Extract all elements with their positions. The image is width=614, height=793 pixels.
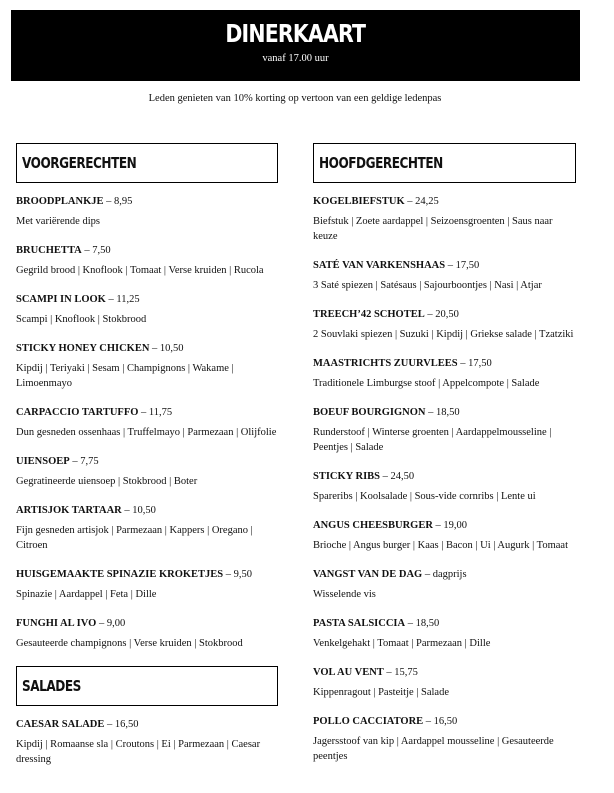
dish-name: VOL AU VENT	[313, 667, 384, 678]
dish-name: TREECH’42 SCHOTEL	[313, 309, 425, 320]
menu-item	[313, 308, 576, 342]
dish-name: KOGELBIEFSTUK	[313, 196, 405, 207]
menu-item	[16, 617, 278, 651]
dish-heading	[313, 568, 576, 582]
section-header-salades	[16, 666, 278, 706]
menu-item	[313, 617, 576, 651]
dish-description: Fijn gesneden artisjok | Parmezaan | Kappers | Oregano | Citroen	[16, 525, 253, 551]
dish-name: CAESAR SALADE	[16, 719, 105, 730]
dish-heading	[313, 715, 576, 729]
dish-heading	[16, 244, 278, 258]
dish-description: Spinazie | Aardappel | Feta | Dille	[16, 589, 157, 600]
member-discount-notice: Leden genieten van 10% korting op vertoon van een geldige ledenpas	[148, 93, 442, 104]
dish-price: – 11,25	[105, 294, 140, 305]
dish-description: Met variërende dips	[16, 216, 100, 227]
menu-item	[313, 357, 576, 391]
dish-description: Runderstoof | Winterse groenten | Aardappelmousseline | Peentjes | Salade	[313, 427, 552, 453]
dish-description: Gegratineerde uiensoep | Stokbrood | Boter	[16, 476, 198, 487]
dish-name: FUNGHI AL IVO	[16, 618, 97, 629]
dish-name: BRUCHETTA	[16, 245, 82, 256]
dish-heading	[313, 666, 576, 680]
dish-description: 3 Saté spiezen | Satésaus | Sajourboontjes | Nasi | Atjar	[313, 280, 542, 291]
section-title: HOOFDGERECHTEN	[319, 154, 443, 172]
menu-item	[16, 455, 278, 489]
dish-heading	[16, 293, 278, 307]
dish-name: SCAMPI IN LOOK	[16, 294, 106, 305]
menu-item	[313, 519, 576, 553]
section-header-hoofdgerechten	[313, 143, 576, 183]
dish-name: MAASTRICHTS ZUURVLEES	[313, 358, 458, 369]
dish-description: 2 Souvlaki spiezen | Suzuki | Kipdij | Griekse salade | Tzatziki	[313, 329, 574, 340]
menu-header	[11, 10, 580, 81]
dish-name: HUISGEMAAKTE SPINAZIE KROKETJES	[16, 569, 224, 580]
dish-name: PASTA SALSICCIA	[313, 618, 406, 629]
menu-title: DINERKAART	[225, 19, 366, 48]
menu-item	[16, 568, 278, 602]
menu-item	[313, 195, 576, 244]
dish-description: Scampi | Knoflook | Stokbrood	[16, 314, 147, 325]
dish-heading	[313, 195, 576, 209]
dish-name: STICKY HONEY CHICKEN	[16, 343, 150, 354]
dish-heading	[16, 568, 278, 582]
dish-heading	[313, 259, 576, 273]
menu-item	[16, 718, 278, 767]
dish-name: UIENSOEP	[16, 456, 70, 467]
dish-heading	[313, 617, 576, 631]
dish-description: Brioche | Angus burger | Kaas | Bacon | Ui | Augurk | Tomaat	[313, 540, 568, 551]
dish-heading	[313, 519, 576, 533]
menu-item	[313, 666, 576, 700]
dish-price: – 8,95	[103, 196, 133, 207]
dish-name: STICKY RIBS	[313, 471, 381, 482]
dish-heading	[16, 718, 278, 732]
section-title: VOORGERECHTEN	[22, 154, 137, 172]
dish-price: – 7,50	[81, 245, 111, 256]
dish-name: ARTISJOK TARTAAR	[16, 505, 122, 516]
menu-item	[313, 259, 576, 293]
dish-price: – 10,50	[121, 505, 156, 516]
dish-name: ANGUS CHEESBURGER	[313, 520, 433, 531]
dish-price: – 15,75	[383, 667, 418, 678]
dish-price: – 9,00	[96, 618, 126, 629]
dish-heading	[313, 470, 576, 484]
dish-description: Gegrild brood | Knoflook | Tomaat | Verse kruiden | Rucola	[16, 265, 264, 276]
dish-heading	[16, 406, 278, 420]
dish-price: – 11,75	[138, 407, 173, 418]
dish-name: POLLO CACCIATORE	[313, 716, 424, 727]
dish-name: CARPACCIO TARTUFFO	[16, 407, 139, 418]
left-column	[16, 143, 278, 782]
dish-price: – 17,50	[445, 260, 480, 271]
menu-item	[313, 568, 576, 602]
dish-price: – 24,50	[380, 471, 415, 482]
menu-subtitle: vanaf 17.00 uur	[262, 53, 329, 64]
section-header-voorgerechten	[16, 143, 278, 183]
dish-price: – 17,50	[457, 358, 492, 369]
menu-item	[16, 406, 278, 440]
dish-heading	[16, 342, 278, 356]
dish-name: SATÉ VAN VARKENSHAAS	[313, 260, 446, 271]
dish-price: – 10,50	[149, 343, 184, 354]
dish-description: Kippenragout | Pasteitje | Salade	[313, 687, 450, 698]
dish-name: BROODPLANKJE	[16, 196, 104, 207]
dish-price: – 16,50	[423, 716, 458, 727]
dish-name: VANGST VAN DE DAG	[313, 569, 423, 580]
dish-description: Kipdij | Romaanse sla | Croutons | Ei | Parmezaan | Caesar dressing	[16, 739, 261, 765]
dish-description: Spareribs | Koolsalade | Sous-vide cornribs | Lente ui	[313, 491, 536, 502]
menu-item	[16, 342, 278, 391]
dish-price: – 16,50	[104, 719, 139, 730]
dish-price: – 7,75	[69, 456, 99, 467]
menu-item	[16, 244, 278, 278]
menu-item	[16, 504, 278, 553]
dish-price: – 24,25	[404, 196, 439, 207]
dish-price: – 19,00	[432, 520, 468, 531]
dish-heading	[313, 308, 576, 322]
menu-item	[313, 406, 576, 455]
menu-item	[16, 293, 278, 327]
menu-item	[16, 195, 278, 229]
right-column	[313, 143, 576, 779]
dish-description: Gesauteerde champignons | Verse kruiden | Stokbrood	[16, 638, 243, 649]
dish-heading	[16, 504, 278, 518]
dish-price: – 20,50	[424, 309, 459, 320]
dish-description: Kipdij | Teriyaki | Sesam | Champignons | Wakame | Limoenmayo	[16, 363, 234, 389]
dish-description: Venkelgehakt | Tomaat | Parmezaan | Dille	[313, 638, 491, 649]
dish-description: Biefstuk | Zoete aardappel | Seizoensgroenten | Saus naar keuze	[313, 216, 553, 242]
dish-price: – 18,50	[405, 618, 440, 629]
dish-description: Wisselende vis	[313, 589, 376, 600]
section-title: SALADES	[22, 677, 81, 695]
menu-item	[313, 470, 576, 504]
dish-heading	[313, 357, 576, 371]
dish-description: Dun gesneden ossenhaas | Truffelmayo | Parmezaan | Olijfolie	[16, 427, 277, 438]
dish-list-salades	[16, 718, 278, 767]
dish-list-voorgerechten	[16, 195, 278, 651]
dish-heading	[16, 617, 278, 631]
dish-price: – 18,50	[425, 407, 460, 418]
dish-price: – 9,50	[223, 569, 253, 580]
dish-name: BOEUF BOURGIGNON	[313, 407, 426, 418]
menu-item	[313, 715, 576, 764]
dish-heading	[16, 455, 278, 469]
dish-price: – dagprijs	[422, 569, 467, 580]
dish-heading	[313, 406, 576, 420]
dish-description: Traditionele Limburgse stoof | Appelcompote | Salade	[313, 378, 540, 389]
dish-heading	[16, 195, 278, 209]
dish-list-hoofdgerechten	[313, 195, 576, 764]
dish-description: Jagersstoof van kip | Aardappel mousseline | Gesauteerde peentjes	[313, 736, 554, 762]
